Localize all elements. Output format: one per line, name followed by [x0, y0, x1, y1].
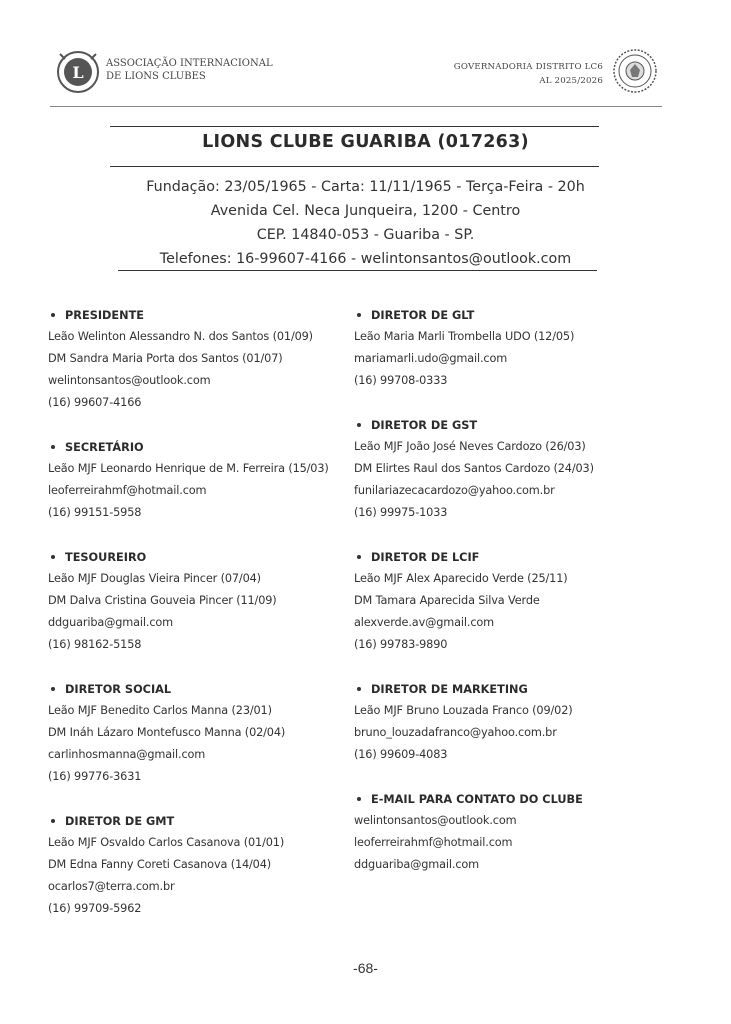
club-postal-code: CEP. 14840-053 - Guariba - SP.	[256, 227, 475, 243]
section-line: welintonsantos@outlook.com	[354, 814, 517, 827]
svg-text:L: L	[72, 63, 84, 82]
info-divider	[118, 270, 597, 271]
club-address: Avenida Cel. Neca Junqueira, 1200 - Centro	[210, 203, 521, 219]
bullet-icon	[51, 445, 55, 449]
governance-line-2: AL 2025/2026	[539, 76, 603, 86]
bullet-icon	[51, 819, 55, 823]
officer-section	[48, 546, 368, 656]
section-heading	[354, 304, 674, 326]
section-heading	[354, 678, 674, 700]
section-line: (16) 99708-0333	[354, 374, 448, 387]
section-line: DM Elirtes Raul dos Santos Cardozo (24/03)	[354, 462, 594, 475]
section-line: Leão Welinton Alessandro N. dos Santos (01/09)	[48, 330, 313, 343]
association-line-2: DE LIONS CLUBES	[106, 71, 206, 82]
section-line: (16) 99709-5962	[48, 902, 142, 915]
section-line: Leão MJF Osvaldo Carlos Casanova (01/01)	[48, 836, 285, 849]
bullet-icon	[357, 797, 361, 801]
section-heading-text: DIRETOR DE GMT	[65, 814, 175, 828]
section-line: Leão MJF Douglas Vieira Pincer (07/04)	[48, 572, 261, 585]
section-heading-text: DIRETOR DE LCIF	[371, 550, 480, 564]
bullet-icon	[357, 555, 361, 559]
section-line: DM Edna Fanny Coreti Casanova (14/04)	[48, 858, 272, 871]
club-info	[0, 175, 731, 271]
section-line: carlinhosmanna@gmail.com	[48, 748, 206, 761]
section-line: (16) 99607-4166	[48, 396, 142, 409]
officer-section	[354, 414, 674, 524]
club-title: LIONS CLUBE GUARIBA (017263)	[202, 132, 529, 152]
governance-line-1: GOVERNADORIA DISTRITO LC6	[453, 62, 603, 72]
section-heading-text: SECRETÁRIO	[65, 440, 144, 454]
section-line: leoferreirahmf@hotmail.com	[48, 484, 207, 497]
header-divider	[50, 106, 662, 107]
section-line: Leão MJF João José Neves Cardozo (26/03)	[354, 440, 586, 453]
club-contact: Telefones: 16-99607-4166 - welintonsantos@outlook.com	[159, 251, 572, 267]
section-line: (16) 99151-5958	[48, 506, 142, 519]
title-rule-top	[110, 126, 599, 127]
section-heading-text: E-MAIL PARA CONTATO DO CLUBE	[371, 792, 583, 806]
bullet-icon	[51, 313, 55, 317]
section-line: ocarlos7@terra.com.br	[48, 880, 175, 893]
section-line: DM Sandra Maria Porta dos Santos (01/07)	[48, 352, 283, 365]
section-heading-text: DIRETOR SOCIAL	[65, 682, 172, 696]
title-rule-bottom	[110, 166, 599, 167]
bullet-icon	[357, 687, 361, 691]
section-line: Leão MJF Alex Aparecido Verde (25/11)	[354, 572, 568, 585]
officer-section	[354, 678, 674, 766]
section-heading	[48, 304, 368, 326]
section-line: (16) 99975-1033	[354, 506, 448, 519]
section-line: Leão MJF Benedito Carlos Manna (23/01)	[48, 704, 272, 717]
section-line: Leão MJF Leonardo Henrique de M. Ferreira (15/03)	[48, 462, 329, 475]
section-heading	[48, 546, 368, 568]
section-line: (16) 99783-9890	[354, 638, 448, 651]
section-line: ddguariba@gmail.com	[354, 858, 480, 871]
officer-section	[354, 546, 674, 656]
left-column	[48, 304, 368, 942]
section-heading-text: DIRETOR DE GLT	[371, 308, 475, 322]
officer-section	[48, 436, 368, 524]
bullet-icon	[51, 687, 55, 691]
section-heading	[354, 414, 674, 436]
bullet-icon	[357, 313, 361, 317]
officer-section	[354, 304, 674, 392]
page-header	[0, 0, 731, 110]
officer-section	[354, 788, 674, 876]
association-name	[106, 57, 273, 83]
bullet-icon	[51, 555, 55, 559]
section-line: ddguariba@gmail.com	[48, 616, 174, 629]
lions-logo-icon	[56, 50, 100, 94]
district-governance	[454, 60, 603, 88]
section-line: welintonsantos@outlook.com	[48, 374, 211, 387]
district-seal-icon	[612, 48, 658, 94]
section-line: funilariazecacardozo@yahoo.com.br	[354, 484, 555, 497]
section-heading	[354, 546, 674, 568]
section-line: bruno_louzadafranco@yahoo.com.br	[354, 726, 557, 739]
officer-section	[48, 678, 368, 788]
right-column	[354, 304, 674, 898]
page-number: -68-	[353, 960, 378, 976]
section-line: Leão Maria Marli Trombella UDO (12/05)	[354, 330, 575, 343]
section-line: Leão MJF Bruno Louzada Franco (09/02)	[354, 704, 573, 717]
section-line: DM Ináh Lázaro Montefusco Manna (02/04)	[48, 726, 286, 739]
section-heading	[354, 788, 674, 810]
section-heading-text: TESOUREIRO	[65, 550, 147, 564]
section-line: (16) 99776-3631	[48, 770, 142, 783]
section-heading-text: PRESIDENTE	[65, 308, 145, 322]
section-heading	[48, 678, 368, 700]
section-line: (16) 99609-4083	[354, 748, 448, 761]
section-line: leoferreirahmf@hotmail.com	[354, 836, 513, 849]
section-heading	[48, 810, 368, 832]
section-line: alexverde.av@gmail.com	[354, 616, 494, 629]
section-line: mariamarli.udo@gmail.com	[354, 352, 508, 365]
section-heading	[48, 436, 368, 458]
officer-section	[48, 810, 368, 920]
bullet-icon	[357, 423, 361, 427]
section-heading-text: DIRETOR DE GST	[371, 418, 478, 432]
section-heading-text: DIRETOR DE MARKETING	[371, 682, 528, 696]
founding-info: Fundação: 23/05/1965 - Carta: 11/11/1965 - Terça-Feira - 20h	[146, 179, 585, 195]
section-line: (16) 98162-5158	[48, 638, 142, 651]
association-line-1: ASSOCIAÇÃO INTERNACIONAL	[106, 58, 273, 69]
officer-section	[48, 304, 368, 414]
section-line: DM Tamara Aparecida Silva Verde	[354, 594, 540, 607]
section-line: DM Dalva Cristina Gouveia Pincer (11/09)	[48, 594, 277, 607]
